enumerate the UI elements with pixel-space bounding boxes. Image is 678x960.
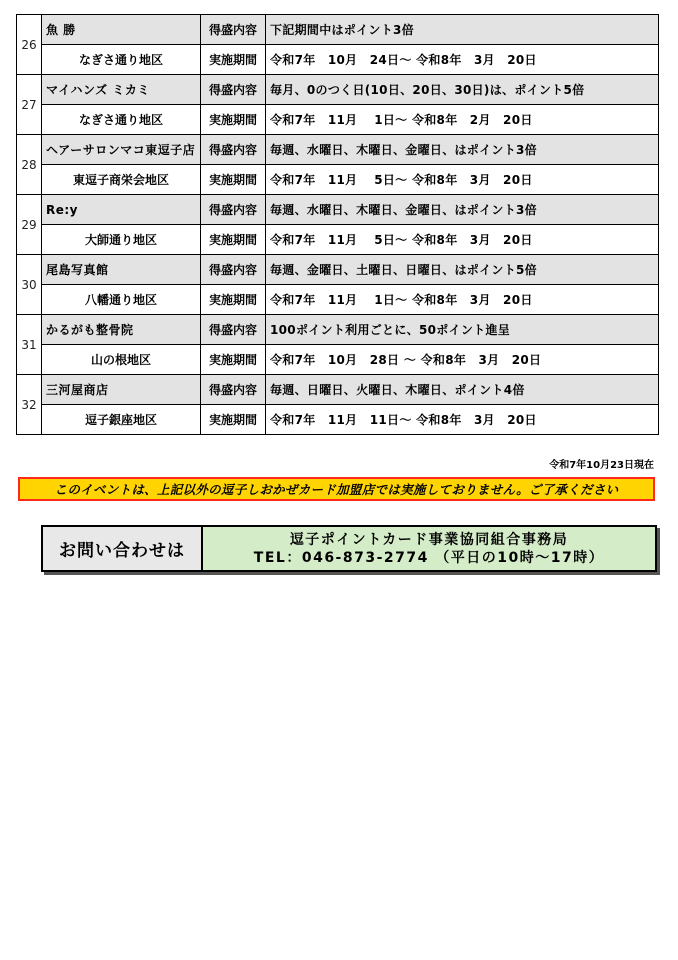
row-number: 28: [17, 135, 42, 195]
content-label: 得盛内容: [201, 315, 266, 345]
campaign-content: 下記期間中はポイント3倍: [266, 15, 659, 45]
table-row: [17, 105, 659, 135]
district-name: 八幡通り地区: [42, 285, 201, 315]
table-row: [17, 285, 659, 315]
table-row: [17, 45, 659, 75]
contact-details: [203, 527, 655, 570]
district-name: なぎさ通り地区: [42, 105, 201, 135]
table-row: [17, 345, 659, 375]
content-label: 得盛内容: [201, 195, 266, 225]
table-row: [17, 225, 659, 255]
campaign-content: 100ポイント利用ごとに、50ポイント進呈: [266, 315, 659, 345]
period-label: 実施期間: [201, 45, 266, 75]
period-label: 実施期間: [201, 345, 266, 375]
campaign-period: 令和7年 10月 24日～ 令和8年 3月 20日: [266, 45, 659, 75]
shop-name: 魚 勝: [42, 15, 201, 45]
table-row: [17, 315, 659, 345]
table-row: [17, 405, 659, 435]
shop-name: かるがも整骨院: [42, 315, 201, 345]
contact-label: お問い合わせは: [43, 527, 203, 570]
shop-name: Re:y: [42, 195, 201, 225]
campaign-period: 令和7年 11月 5日～ 令和8年 3月 20日: [266, 165, 659, 195]
campaign-table: [16, 14, 659, 435]
period-label: 実施期間: [201, 405, 266, 435]
campaign-period: 令和7年 11月 11日～ 令和8年 3月 20日: [266, 405, 659, 435]
table-row: [17, 255, 659, 285]
district-name: 山の根地区: [42, 345, 201, 375]
campaign-content: 毎週、水曜日、木曜日、金曜日、はポイント3倍: [266, 135, 659, 165]
campaign-content: 毎週、水曜日、木曜日、金曜日、はポイント3倍: [266, 195, 659, 225]
row-number: 26: [17, 15, 42, 75]
table-row: [17, 165, 659, 195]
contact-tel: TEL：046-873-2774 （平日の10時～17時）: [253, 549, 605, 566]
district-name: 東逗子商栄会地区: [42, 165, 201, 195]
contact-org: 逗子ポイントカード事業協同組合事務局: [289, 531, 569, 548]
period-label: 実施期間: [201, 165, 266, 195]
campaign-content: 毎週、金曜日、土曜日、日曜日、はポイント5倍: [266, 255, 659, 285]
row-number: 27: [17, 75, 42, 135]
district-name: 大師通り地区: [42, 225, 201, 255]
row-number: 29: [17, 195, 42, 255]
campaign-table-body: [17, 15, 659, 435]
shop-name: 三河屋商店: [42, 375, 201, 405]
row-number: 32: [17, 375, 42, 435]
district-name: 逗子銀座地区: [42, 405, 201, 435]
content-label: 得盛内容: [201, 75, 266, 105]
campaign-content: 毎週、日曜日、火曜日、木曜日、ポイント4倍: [266, 375, 659, 405]
notice-text: このイベントは、上記以外の逗子しおかぜカード加盟店では実施しておりません。ご了承ください: [54, 482, 619, 497]
shop-name: ヘアーサロンマコ東逗子店: [42, 135, 201, 165]
district-name: なぎさ通り地区: [42, 45, 201, 75]
content-label: 得盛内容: [201, 135, 266, 165]
period-label: 実施期間: [201, 225, 266, 255]
row-number: 30: [17, 255, 42, 315]
campaign-period: 令和7年 11月 1日～ 令和8年 2月 20日: [266, 105, 659, 135]
shop-name: マイハンズ ミカミ: [42, 75, 201, 105]
table-row: [17, 75, 659, 105]
table-row: [17, 195, 659, 225]
campaign-content: 毎月、0のつく日(10日、20日、30日)は、ポイント5倍: [266, 75, 659, 105]
table-row: [17, 135, 659, 165]
as-of-date: 令和7年10月23日現在: [549, 460, 654, 471]
content-label: 得盛内容: [201, 255, 266, 285]
period-label: 実施期間: [201, 105, 266, 135]
table-row: [17, 375, 659, 405]
period-label: 実施期間: [201, 285, 266, 315]
row-number: 31: [17, 315, 42, 375]
table-row: [17, 15, 659, 45]
shop-name: 尾島写真館: [42, 255, 201, 285]
campaign-period: 令和7年 11月 5日～ 令和8年 3月 20日: [266, 225, 659, 255]
campaign-period: 令和7年 11月 1日～ 令和8年 3月 20日: [266, 285, 659, 315]
content-label: 得盛内容: [201, 15, 266, 45]
contact-box: [41, 525, 657, 572]
campaign-period: 令和7年 10月 28日 ～ 令和8年 3月 20日: [266, 345, 659, 375]
notice-banner: [18, 477, 655, 501]
content-label: 得盛内容: [201, 375, 266, 405]
